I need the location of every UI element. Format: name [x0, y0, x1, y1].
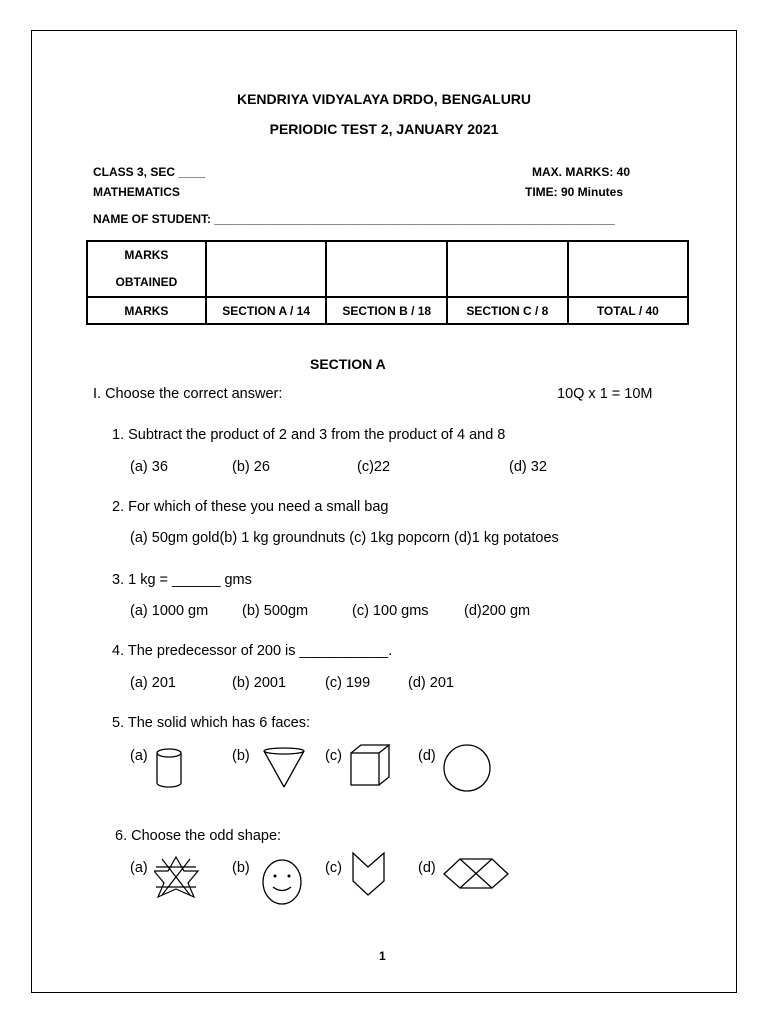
time-label: TIME: 90 Minutes [525, 185, 624, 199]
max-marks: MAX. MARKS: 40 [532, 165, 631, 179]
question-3: 3. 1 kg = ______ gms [112, 572, 252, 588]
marks-header: MARKS [87, 297, 206, 324]
question-1: 1. Subtract the product of 2 and 3 from the product of 4 and 8 [112, 427, 506, 443]
q3-option-c: (c) 100 gms [352, 603, 429, 619]
page-number: 1 [379, 949, 386, 963]
class-label: CLASS 3, SEC ____ [93, 165, 206, 179]
question-6: 6. Choose the odd shape: [115, 828, 282, 844]
q4-option-d: (d) 201 [408, 675, 454, 691]
question-2: 2. For which of these you need a small bag [112, 499, 389, 515]
q6-option-a: (a) [130, 860, 148, 876]
q1-option-d: (d) 32 [509, 459, 547, 475]
q5-option-d: (d) [418, 748, 436, 764]
smiley-icon [261, 856, 305, 906]
test-title: PERIODIC TEST 2, JANUARY 2021 [269, 121, 499, 137]
cube-icon [349, 743, 391, 789]
q4-option-b: (b) 2001 [232, 675, 287, 691]
q1-option-b: (b) 26 [232, 459, 270, 475]
part-marks: 10Q x 1 = 10M [557, 386, 653, 402]
q6-option-c: (c) [325, 860, 342, 876]
arrow-shape-icon [350, 851, 390, 897]
school-name: KENDRIYA VIDYALAYA DRDO, BENGALURU [236, 91, 532, 107]
q1-option-c: (c)22 [357, 459, 391, 475]
total-header: TOTAL / 40 [568, 297, 688, 324]
circle-icon [442, 742, 494, 794]
section-b-header: SECTION B / 18 [326, 297, 447, 324]
q6-option-b: (b) [232, 860, 250, 876]
student-name-field: NAME OF STUDENT: ____________________________________________________________ [93, 212, 615, 226]
q3-option-a: (a) 1000 gm [130, 603, 209, 619]
part-instruction: I. Choose the correct answer: [93, 386, 283, 402]
q5-option-b: (b) [232, 748, 250, 764]
marks-obtained-label: MARKS OBTAINED [87, 241, 206, 297]
section-c-header: SECTION C / 8 [447, 297, 568, 324]
q1-option-a: (a) 36 [130, 459, 168, 475]
question-5: 5. The solid which has 6 faces: [112, 715, 311, 731]
hexagon-icon [442, 857, 512, 891]
section-a-header: SECTION A / 14 [206, 297, 327, 324]
section-a-score-cell [206, 241, 327, 297]
q5-option-c: (c) [325, 748, 342, 764]
cylinder-icon [154, 747, 184, 791]
section-b-score-cell [326, 241, 447, 297]
cone-icon [262, 745, 308, 791]
subject-label: MATHEMATICS [93, 185, 180, 199]
q3-option-b: (b) 500gm [242, 603, 309, 619]
star-icon [154, 855, 200, 901]
q6-option-d: (d) [418, 860, 436, 876]
question-4: 4. The predecessor of 200 is ___________. [112, 643, 393, 659]
q4-option-c: (c) 199 [325, 675, 371, 691]
q2-options: (a) 50gm gold(b) 1 kg groundnuts (c) 1kg popcorn (d)1 kg potatoes [130, 530, 559, 546]
q5-option-a: (a) [130, 748, 148, 764]
q4-option-a: (a) 201 [130, 675, 176, 691]
total-score-cell [568, 241, 688, 297]
section-title: SECTION A [310, 356, 386, 372]
q3-option-d: (d)200 gm [464, 603, 531, 619]
marks-table [86, 240, 689, 325]
section-c-score-cell [447, 241, 568, 297]
